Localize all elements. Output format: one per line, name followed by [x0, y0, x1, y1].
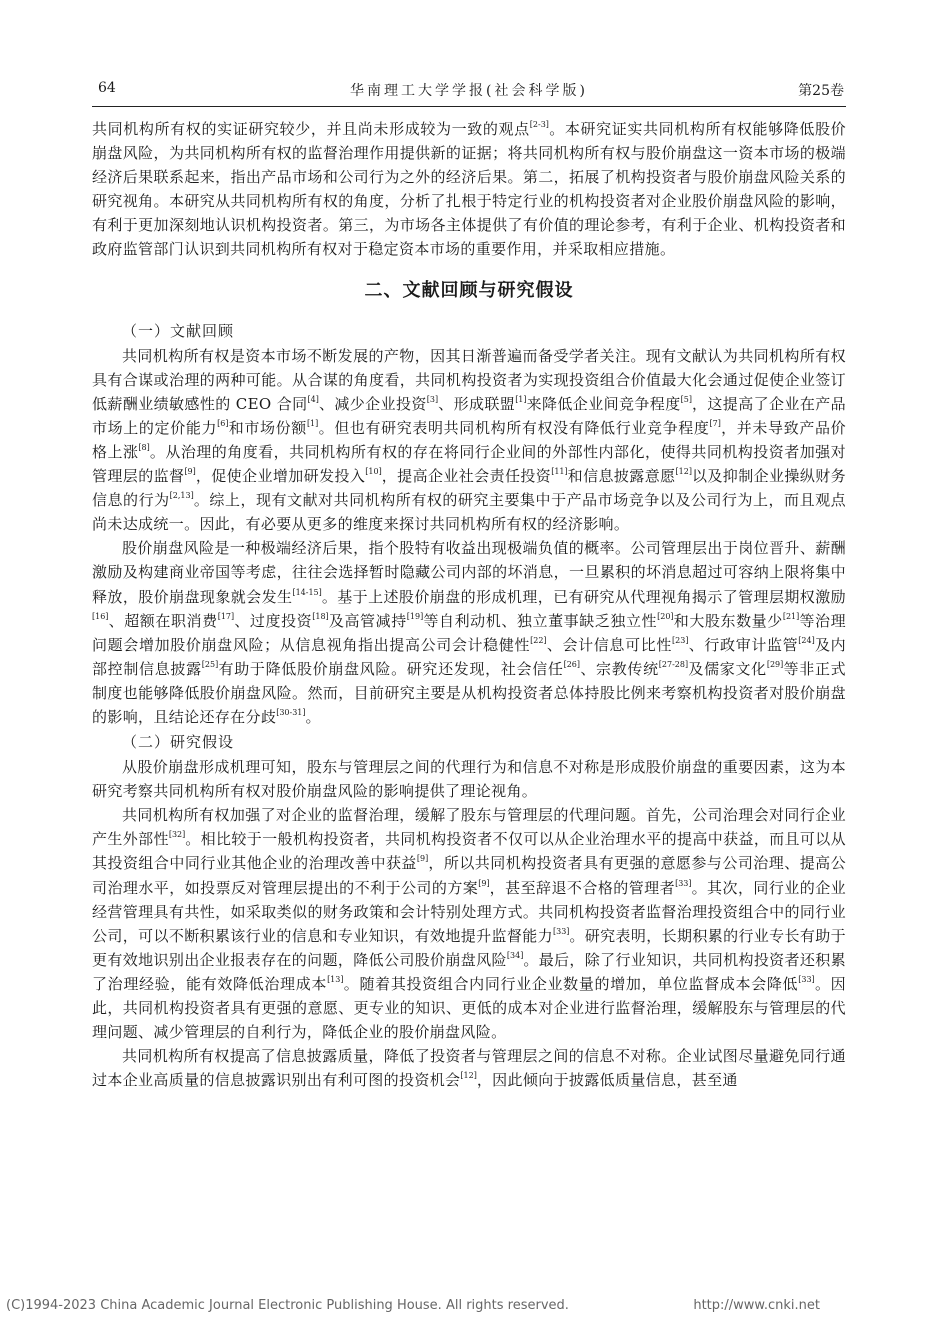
text-run: 。基于上述股价崩盘的形成机理，已有研究从代理视角揭示了管理层期权激励	[321, 587, 846, 606]
text-run: 以及抑制企业操纵财务信息的行为	[92, 467, 846, 510]
text-run: 。随着其投资组合内同行业企业数量的增加，单位监督成本会降低	[343, 974, 799, 993]
citation-marker: [22]	[530, 635, 547, 645]
text-run: 股价崩盘风险是一种极端经济后果，指个股特有收益出现极端负值的概率。公司管理层出于岗位晋升、薪酬激励及构建商业帝国等考虑，往往会选择暂时隐藏公司内部的坏消息，一旦累积的坏消息超过可容纳上限将集中释放，股价崩盘现象就会发生	[92, 539, 846, 606]
text-run: 。其次，同行业的企业经营管理具有共性，如采取类似的财务政策和会计特别处理方式。共同机构投资者监督治理投资组合中的同行业公司，可以不断积累该行业的信息和专业知识，有效地提升监督能力	[92, 878, 846, 945]
citation-marker: [7]	[709, 418, 721, 428]
citation-marker: [9]	[478, 878, 490, 888]
text-run: 和大股东数量少	[673, 611, 783, 630]
citation-marker: [9]	[184, 467, 196, 477]
literature-paragraph-1	[92, 344, 846, 537]
text-run: 。因此，共同机构投资者具有更强的意愿、更专业的知识、更低的成本对企业进行监督治理，缓解股东与管理层的代理问题、减少管理层的自利行为，降低企业的股价崩盘风险。	[92, 974, 846, 1042]
text-run: 等自利动机、独立董事缺乏独立性	[423, 611, 658, 630]
citation-marker: [27-28]	[658, 659, 689, 669]
citation-marker: [3]	[426, 394, 439, 404]
text-run: 共同机构所有权提高了信息披露质量，降低了投资者与管理层之间的信息不对称。企业试图尽量避免同行通过本企业高质量的信息披露识别出有利可图的投资机会	[92, 1047, 846, 1090]
citation-marker: [20]	[657, 611, 674, 621]
text-run: 共同机构所有权的实证研究较少，并且尚未形成较为一致的观点	[92, 120, 530, 138]
text-run: ，甚至辞退不合格的管理者	[489, 878, 676, 897]
citation-marker: [34]	[506, 950, 524, 960]
text-run: 及高管减持	[328, 611, 407, 630]
citation-marker: [25]	[201, 659, 219, 669]
citation-marker: [12]	[460, 1071, 477, 1081]
text-run: ，因此倾向于披露低质量信息，甚至通	[476, 1071, 738, 1090]
text-run: 、会计信息可比性	[546, 635, 673, 654]
text-run: 、过度投资	[234, 611, 313, 630]
text-run: 从股价崩盘形成机理可知，股东与管理层之间的代理行为和信息不对称是形成股价崩盘的重要因素，这为本研究考察共同机构所有权对股价崩盘风险的影响提供了理论视角。	[92, 758, 846, 801]
text-run: 、超额在职消费	[108, 611, 218, 630]
citation-marker: [16]	[92, 611, 109, 621]
text-run: 等治理问题会增加股价崩盘风险；从信息视角指出提高公司会计稳健性	[92, 611, 846, 654]
citation-marker: [8]	[138, 442, 150, 452]
citation-marker: [18]	[312, 611, 329, 621]
text-run: 。本研究证实共同机构所有权能够降低股价崩盘风险，为共同机构所有权的监督治理作用提供新的证据；将共同机构所有权与股价崩盘这一资本市场的极端经济后果联系起来，指出产品市场和公司行为之外的经济后果。第二，拓展了机构投资者与股价崩盘风险关系的研究视角。本研究从共同机构所有权的角度，分析了扎根于特定行业的机构投资者对企业股价崩盘风险的影响，有利于更加深刻地认识机构投资者。第三，为市场各主体提供了有价值的理论参考，有利于企业、机构投资者和政府监管部门认识到共同机构所有权对于稳定资本市场的重要作用，并采取相应措施。	[92, 120, 846, 259]
subsection-heading-literature: （一）文献回顾	[122, 321, 235, 340]
volume-label: 第25卷	[798, 83, 844, 99]
citation-marker: [26]	[563, 659, 581, 669]
citation-marker: [24]	[798, 635, 815, 645]
subsection-heading-hypothesis: （二）研究假设	[122, 733, 235, 752]
text-run: 。综上，现有文献对共同机构所有权的研究主要集中于产品市场竞争以及公司行为上，而且观点尚未达成统一。因此，有必要从更多的维度来探讨共同机构所有权的经济影响。	[92, 491, 846, 534]
text-run: 来降低企业间竞争程度	[526, 394, 681, 413]
text-run: 和信息披露意愿	[567, 467, 676, 486]
text-run: 及儒家文化	[688, 659, 767, 678]
text-run: 共同机构所有权是资本市场不断发展的产物，因其日渐普遍而备受学者关注。现有文献认为共同机构所有权具有合谋或治理的两种可能。从合谋的角度看，共同机构投资者为实现投资组合价值最大化会通过促使企业签订低薪酬业绩敏感性的 CEO 合同	[92, 346, 846, 413]
running-header	[92, 76, 846, 107]
text-run: ，促使企业增加研发投入	[195, 467, 366, 486]
citation-marker: [33]	[798, 974, 815, 984]
citation-marker: [32]	[168, 830, 186, 840]
text-run: 和市场份额	[228, 418, 307, 437]
citation-marker: [14-15]	[292, 587, 322, 597]
section-heading: 二、文献回顾与研究假设	[364, 279, 574, 301]
text-run: 。最后，除了行业知识，共同机构投资者还积累了治理经验，能有效降低治理成本	[92, 950, 846, 993]
hypothesis-paragraph-1	[92, 755, 846, 803]
text-run: 。但也有研究表明共同机构所有权没有降低行业竞争程度	[318, 418, 710, 437]
hypothesis-paragraph-2	[92, 803, 846, 1044]
page-number: 64	[98, 80, 116, 96]
citation-marker: [13]	[327, 974, 344, 984]
citation-marker: [11]	[551, 467, 568, 477]
citation-marker: [10]	[365, 467, 382, 477]
citation-marker: [21]	[782, 611, 800, 621]
literature-paragraph-2	[92, 536, 846, 729]
text-run: 、减少企业投资	[318, 394, 427, 413]
citation-marker: [5]	[680, 394, 692, 404]
citation-marker: [17]	[217, 611, 235, 621]
citation-marker: [1]	[306, 418, 319, 428]
citation-marker: [33]	[675, 878, 692, 888]
text-run: 、宗教传统	[580, 659, 659, 678]
citation-marker: [33]	[552, 926, 570, 936]
text-run: 。相比较于一般机构投资者，共同机构投资者不仅可以从企业治理水平的提高中获益，而且可以从其投资组合中同行业其他企业的治理改善中获益	[92, 830, 846, 873]
citation-marker: [30-31]	[276, 707, 306, 717]
citation-marker: [1]	[515, 394, 527, 404]
text-run: 。从治理的角度看，共同机构所有权的存在将同行企业间的外部性内部化，使得共同机构投资者加强对管理层的监督	[92, 442, 846, 486]
page-footer	[0, 1296, 950, 1318]
text-run: 、行政审计监管	[688, 635, 799, 654]
citation-marker: [29]	[766, 659, 784, 669]
text-run: 有助于降低股价崩盘风险。研究还发现，社会信任	[218, 659, 564, 678]
text-run: 等非正式制度也能够降低股价崩盘风险。然而，目前研究主要是从机构投资者总体持股比例来考察机构投资者对股价崩盘的影响，且结论还存在分歧	[92, 659, 846, 726]
citation-marker: [6]	[217, 418, 229, 428]
article-body	[92, 117, 846, 1092]
text-run: 、形成联盟	[438, 394, 516, 413]
citation-marker: [2-3]	[529, 120, 549, 129]
citation-marker: [23]	[672, 635, 689, 645]
hypothesis-paragraph-3	[92, 1044, 846, 1092]
journal-title: 华南理工大学学报(社会科学版)	[350, 83, 588, 99]
citation-marker: [4]	[307, 394, 319, 404]
text-run: ，并未导致产品价格上涨	[92, 418, 846, 461]
text-run: ，所以共同机构投资者具有更强的意愿参与公司治理、提高公司治理水平，如投票反对管理层提出的不利于公司的方案	[92, 854, 847, 897]
text-run: 。研究表明，长期积累的行业专长有助于更有效地识别出企业报表存在的问题，降低公司股价崩盘风险	[92, 926, 846, 969]
website-link[interactable]: http://www.cnki.net	[693, 1298, 820, 1313]
text-run: ，这提高了企业在产品市场上的定价能力	[92, 394, 846, 437]
text-run: 及内部控制信息披露	[92, 635, 846, 678]
copyright-notice: (C)1994-2023 China Academic Journal Electronic Publishing House. All rights reserved.	[6, 1298, 569, 1313]
citation-marker: [9]	[416, 854, 429, 864]
citation-marker: [12]	[675, 467, 692, 477]
text-run: 。	[305, 707, 321, 726]
intro-paragraph	[92, 117, 846, 262]
text-run: ，提高企业社会责任投资	[381, 467, 552, 486]
citation-marker: [2,13]	[169, 491, 194, 501]
citation-marker: [19]	[406, 611, 424, 621]
text-run: 共同机构所有权加强了对企业的监督治理，缓解了股东与管理层的代理问题。首先，公司治理会对同行企业产生外部性	[92, 806, 846, 849]
